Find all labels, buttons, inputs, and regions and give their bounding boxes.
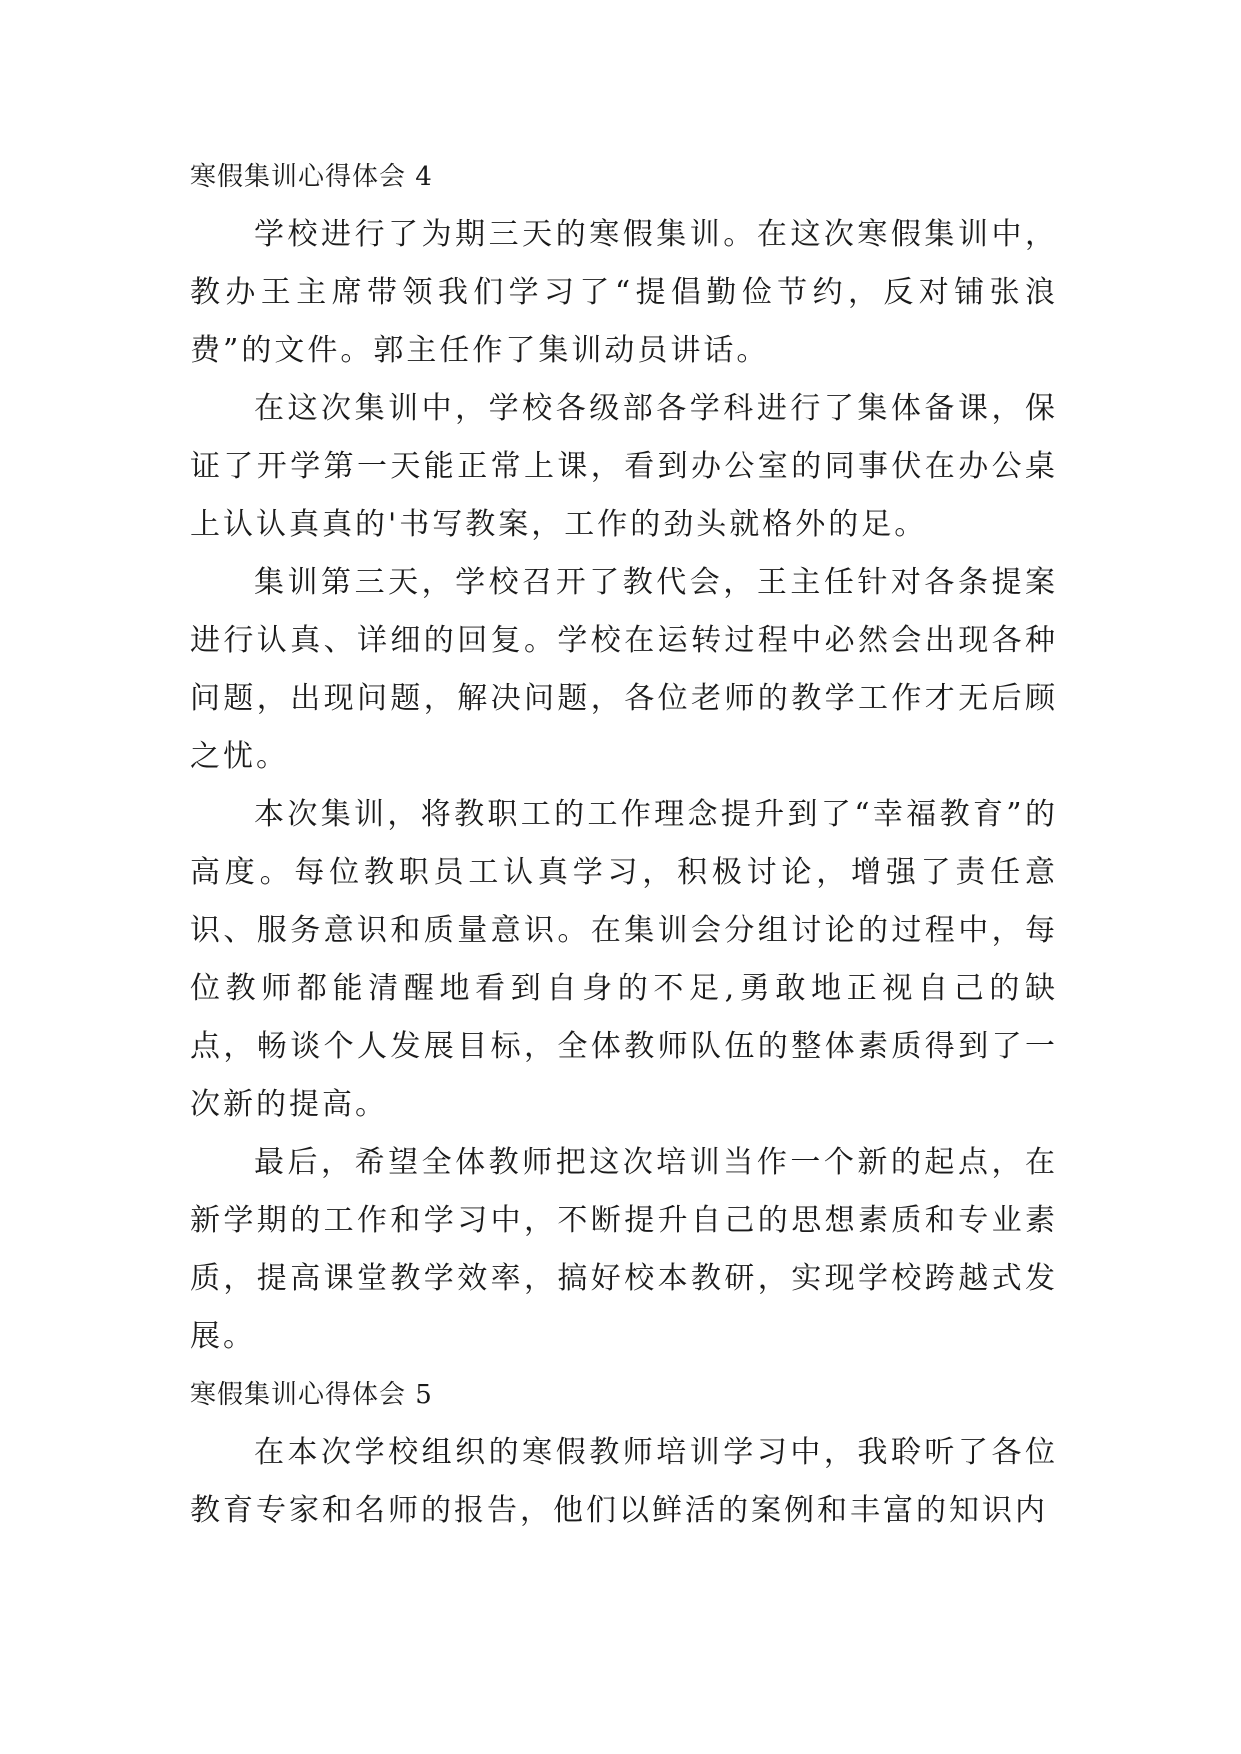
section-heading: 寒假集训心得体会 5 — [190, 1380, 433, 1410]
paragraph: 最后，希望全体教师把这次培训当作一个新的起点，在新学期的工作和学习中，不断提升自己的思想素质和专业素质，提高课堂教学效率，搞好校本教研，实现学校跨越式发展。 — [190, 1145, 1058, 1354]
section-4 — [190, 148, 1058, 1366]
paragraph: 在这次集训中，学校各级部各学科进行了集体备课，保证了开学第一天能正常上课，看到办公室的同事伏在办公桌上认认真真的'书写教案，工作的劲头就格外的足。 — [190, 391, 1058, 542]
section-heading: 寒假集训心得体会 4 — [190, 162, 433, 192]
document-body — [190, 148, 1058, 1540]
paragraph: 在本次学校组织的寒假教师培训学习中，我聆听了各位教育专家和名师的报告，他们以鲜活的案例和丰富的知识内 — [190, 1435, 1058, 1528]
section-5 — [190, 1366, 1058, 1540]
paragraph: 集训第三天，学校召开了教代会，王主任针对各条提案进行认真、详细的回复。学校在运转过程中必然会出现各种问题，出现问题，解决问题，各位老师的教学工作才无后顾之忧。 — [190, 565, 1058, 774]
paragraph: 学校进行了为期三天的寒假集训。在这次寒假集训中，教办王主席带领我们学习了“提倡勤俭节约，反对铺张浪费”的文件。郭主任作了集训动员讲话。 — [190, 217, 1058, 368]
paragraph: 本次集训，将教职工的工作理念提升到了“幸福教育”的高度。每位教职员工认真学习，积极讨论，增强了责任意识、服务意识和质量意识。在集训会分组讨论的过程中，每位教师都能清醒地看到自身的不足,勇敢地正视自己的缺点，畅谈个人发展目标，全体教师队伍的整体素质得到了一次新的提高。 — [190, 797, 1058, 1122]
